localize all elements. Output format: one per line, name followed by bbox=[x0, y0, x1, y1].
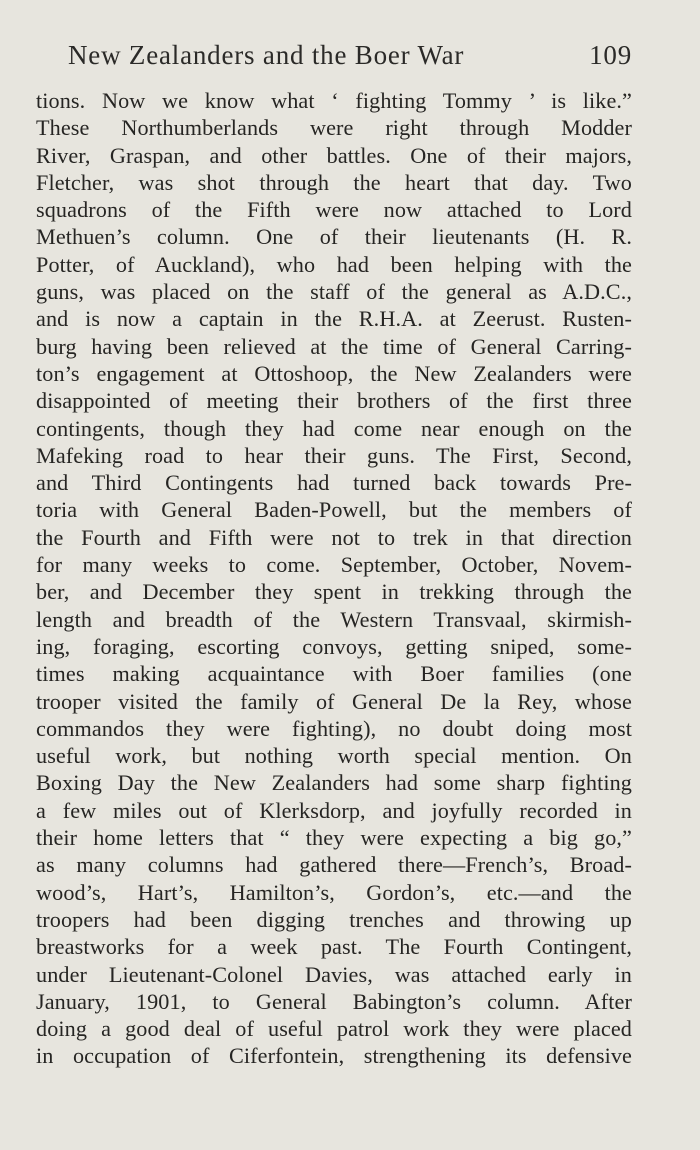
text-line: Methuen’s column. One of their lieutenants (H. R. bbox=[36, 224, 632, 250]
text-line: times making acquaintance with Boer families (one bbox=[36, 661, 632, 687]
text-line: burg having been relieved at the time of General Carring- bbox=[36, 333, 632, 359]
text-line: Mafeking road to hear their guns. The First, Second, bbox=[36, 442, 632, 468]
page-number: 109 bbox=[589, 40, 632, 70]
text-line: in occupation of Ciferfontein, strengthening its defensive bbox=[36, 1043, 632, 1069]
text-line: and is now a captain in the R.H.A. at Zeerust. Rusten- bbox=[36, 306, 632, 332]
text-line: River, Graspan, and other battles. One of their majors, bbox=[36, 142, 632, 168]
text-line: breastworks for a week past. The Fourth Contingent, bbox=[36, 934, 632, 960]
text-line: Fletcher, was shot through the heart that day. Two bbox=[36, 169, 632, 195]
text-line: These Northumberlands were right through Modder bbox=[36, 115, 632, 141]
running-title: New Zealanders and the Boer War bbox=[68, 40, 465, 70]
text-line: and Third Contingents had turned back towards Pre- bbox=[36, 470, 632, 496]
text-line: trooper visited the family of General De la Rey, whose bbox=[36, 688, 632, 714]
text-line: under Lieutenant-Colonel Davies, was attached early in bbox=[36, 961, 632, 987]
text-line: ber, and December they spent in trekking through the bbox=[36, 579, 632, 605]
text-line: tions. Now we know what ‘ fighting Tommy ’ is like.” bbox=[36, 88, 632, 113]
text-line: guns, was placed on the staff of the general as A.D.C., bbox=[36, 279, 632, 305]
text-line: ton’s engagement at Ottoshoop, the New Zealanders were bbox=[36, 360, 632, 386]
text-line: squadrons of the Fifth were now attached to Lord bbox=[36, 197, 632, 223]
text-line: the Fourth and Fifth were not to trek in that direction bbox=[36, 524, 632, 550]
text-line: as many columns had gathered there—French’s, Broad- bbox=[36, 852, 632, 878]
body-text bbox=[36, 87, 632, 1070]
text-line: contingents, though they had come near enough on the bbox=[36, 415, 632, 441]
text-line: Potter, of Auckland), who had been helping with the bbox=[36, 251, 632, 277]
text-line: a few miles out of Klerksdorp, and joyfully recorded in bbox=[36, 797, 632, 823]
text-line: disappointed of meeting their brothers of the first three bbox=[36, 388, 632, 414]
text-line: for many weeks to come. September, October, Novem- bbox=[36, 552, 632, 578]
text-line: their home letters that “ they were expecting a big go,” bbox=[36, 825, 632, 851]
text-line: Boxing Day the New Zealanders had some sharp fighting bbox=[36, 770, 632, 796]
text-line: doing a good deal of useful patrol work they were placed bbox=[36, 1016, 632, 1042]
running-head bbox=[68, 40, 632, 74]
text-line: commandos they were fighting), no doubt doing most bbox=[36, 715, 632, 741]
text-line: useful work, but nothing worth special mention. On bbox=[36, 743, 632, 769]
text-line: ing, foraging, escorting convoys, getting sniped, some- bbox=[36, 633, 632, 659]
text-line: troopers had been digging trenches and throwing up bbox=[36, 906, 632, 932]
text-line: toria with General Baden-Powell, but the members of bbox=[36, 497, 632, 523]
text-line: length and breadth of the Western Transvaal, skirmish- bbox=[36, 606, 632, 632]
text-line: wood’s, Hart’s, Hamilton’s, Gordon’s, etc.—and the bbox=[36, 879, 632, 905]
text-line: January, 1901, to General Babington’s column. After bbox=[36, 988, 632, 1014]
